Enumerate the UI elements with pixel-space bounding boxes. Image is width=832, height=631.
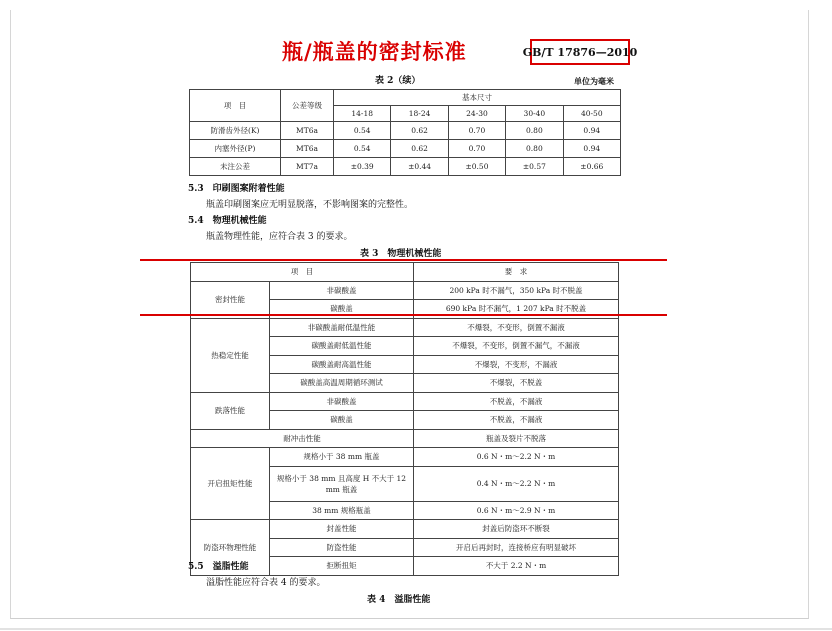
table3-req: 0.4 N・m～2.2 N・m — [414, 466, 619, 501]
table3-req: 不大于 2.2 N・m — [414, 557, 619, 576]
table3-sub: 规格小于 38 mm 瓶盖 — [270, 448, 414, 467]
table2-cell: ±0.44 — [391, 158, 448, 176]
table-row — [191, 281, 619, 300]
table3-sub: 非碳酸盖 — [270, 281, 414, 300]
page-title: 瓶/瓶盖的密封标准 — [282, 39, 467, 64]
table2-cell-grade: MT7a — [281, 158, 334, 176]
table2-cell: 0.70 — [448, 122, 505, 140]
table3-req: 开启后再封时，连接桥应有明显破坏 — [414, 538, 619, 557]
table2-cell-item: 内塞外径(P) — [190, 140, 281, 158]
table3-sub: 非碳酸盖耐低温性能 — [270, 318, 414, 337]
table2-size-header: 24-30 — [448, 106, 505, 122]
table3-group: 密封性能 — [191, 281, 270, 318]
table3-sub: 拒断扭矩 — [270, 557, 414, 576]
standard-code-box: GB/T 17876—2010 — [530, 39, 630, 65]
section-5-4-text: 瓶盖物理性能，应符合表 3 的要求。 — [206, 232, 353, 242]
table2-cell-grade: MT6a — [281, 140, 334, 158]
table2-cell-item: 防滑齿外径(K) — [190, 122, 281, 140]
table2-cell: 0.70 — [448, 140, 505, 158]
table-row — [191, 520, 619, 539]
table3 — [190, 262, 619, 576]
table3-group: 耐冲击性能 — [191, 429, 414, 448]
table3-sub: 碳酸盖 — [270, 300, 414, 319]
table2-cell: 0.62 — [391, 122, 448, 140]
table3-req: 封盖后防盗环不断裂 — [414, 520, 619, 539]
table3-req: 不爆裂，不变形，不漏液 — [414, 355, 619, 374]
table2-size-header: 18-24 — [391, 106, 448, 122]
table3-sub: 碳酸盖耐高温性能 — [270, 355, 414, 374]
table2-cell-grade: MT6a — [281, 122, 334, 140]
table-row — [190, 122, 621, 140]
table3-sub: 封盖性能 — [270, 520, 414, 539]
table2-cell: 0.94 — [563, 122, 620, 140]
table2-cell: ±0.50 — [448, 158, 505, 176]
table3-req: 不爆裂，不变形，倒置不漏气，不漏液 — [414, 337, 619, 356]
section-5-4-title: 5.4 物理机械性能 — [188, 216, 267, 226]
table3-req: 690 kPa 时不漏气，1 207 kPa 时不脱盖 — [414, 300, 619, 319]
table-row — [190, 140, 621, 158]
table2-size-header: 14-18 — [334, 106, 391, 122]
table3-col-req: 要 求 — [414, 263, 619, 282]
table2-unit: 单位为毫米 — [574, 76, 614, 86]
table3-req: 瓶盖及裂片不脱落 — [414, 429, 619, 448]
table2-size-header: 40-50 — [563, 106, 620, 122]
table2-col-grade: 公差等级 — [281, 90, 334, 122]
table3-req: 不脱盖，不漏液 — [414, 392, 619, 411]
table3-sub: 38 mm 规格瓶盖 — [270, 501, 414, 520]
table3-sub: 碳酸盖耐低温性能 — [270, 337, 414, 356]
table3-req: 不脱盖，不漏液 — [414, 411, 619, 430]
table3-col-item: 项 目 — [191, 263, 414, 282]
table2-size-header: 30-40 — [506, 106, 563, 122]
section-5-3-title: 5.3 印刷图案附着性能 — [188, 184, 285, 194]
table2 — [189, 89, 621, 176]
table2-col-group: 基本尺寸 — [334, 90, 621, 106]
table2-cell: 0.80 — [506, 140, 563, 158]
section-5-5-text: 溢脂性能应符合表 4 的要求。 — [206, 578, 326, 588]
table3-sub: 非碳酸盖 — [270, 392, 414, 411]
highlight-line-bottom — [140, 314, 667, 316]
table2-cell-item: 未注公差 — [190, 158, 281, 176]
table2-cell: 0.54 — [334, 140, 391, 158]
table-row — [191, 318, 619, 337]
table2-cell: ±0.39 — [334, 158, 391, 176]
table3-group: 热稳定性能 — [191, 318, 270, 392]
table2-cell: 0.54 — [334, 122, 391, 140]
section-5-5-title: 5.5 溢脂性能 — [188, 562, 249, 572]
table2-caption: 表 2（续） — [375, 76, 421, 86]
table2-col-item: 项 目 — [190, 90, 281, 122]
table3-caption: 表 3 物理机械性能 — [360, 249, 442, 259]
table3-req: 不爆裂，不脱盖 — [414, 374, 619, 393]
table3-req: 0.6 N・m～2.9 N・m — [414, 501, 619, 520]
table3-sub: 碳酸盖高温周期循环测试 — [270, 374, 414, 393]
table2-cell: 0.62 — [391, 140, 448, 158]
highlight-line-top — [140, 259, 667, 261]
table2-cell: ±0.57 — [506, 158, 563, 176]
table-row — [191, 392, 619, 411]
table3-req: 200 kPa 时不漏气，350 kPa 时不脱盖 — [414, 281, 619, 300]
table4-caption: 表 4 溢脂性能 — [367, 595, 431, 605]
table2-cell: 0.80 — [506, 122, 563, 140]
table3-req: 不爆裂，不变形，倒置不漏液 — [414, 318, 619, 337]
table3-group: 防盗环物理性能 — [191, 520, 270, 576]
table3-req: 0.6 N・m～2.2 N・m — [414, 448, 619, 467]
section-5-3-text: 瓶盖印刷图案应无明显脱落，不影响图案的完整性。 — [206, 200, 414, 210]
table-row — [190, 158, 621, 176]
table3-group: 开启扭矩性能 — [191, 448, 270, 520]
table3-sub: 防盗性能 — [270, 538, 414, 557]
bottom-divider — [0, 628, 832, 630]
table3-group: 跌落性能 — [191, 392, 270, 429]
table2-cell: ±0.66 — [563, 158, 620, 176]
table3-sub: 碳酸盖 — [270, 411, 414, 430]
table-row — [191, 429, 619, 448]
table3-sub: 规格小于 38 mm 且高度 H 不大于 12 mm 瓶盖 — [270, 466, 414, 501]
table2-cell: 0.94 — [563, 140, 620, 158]
table-row — [191, 448, 619, 467]
